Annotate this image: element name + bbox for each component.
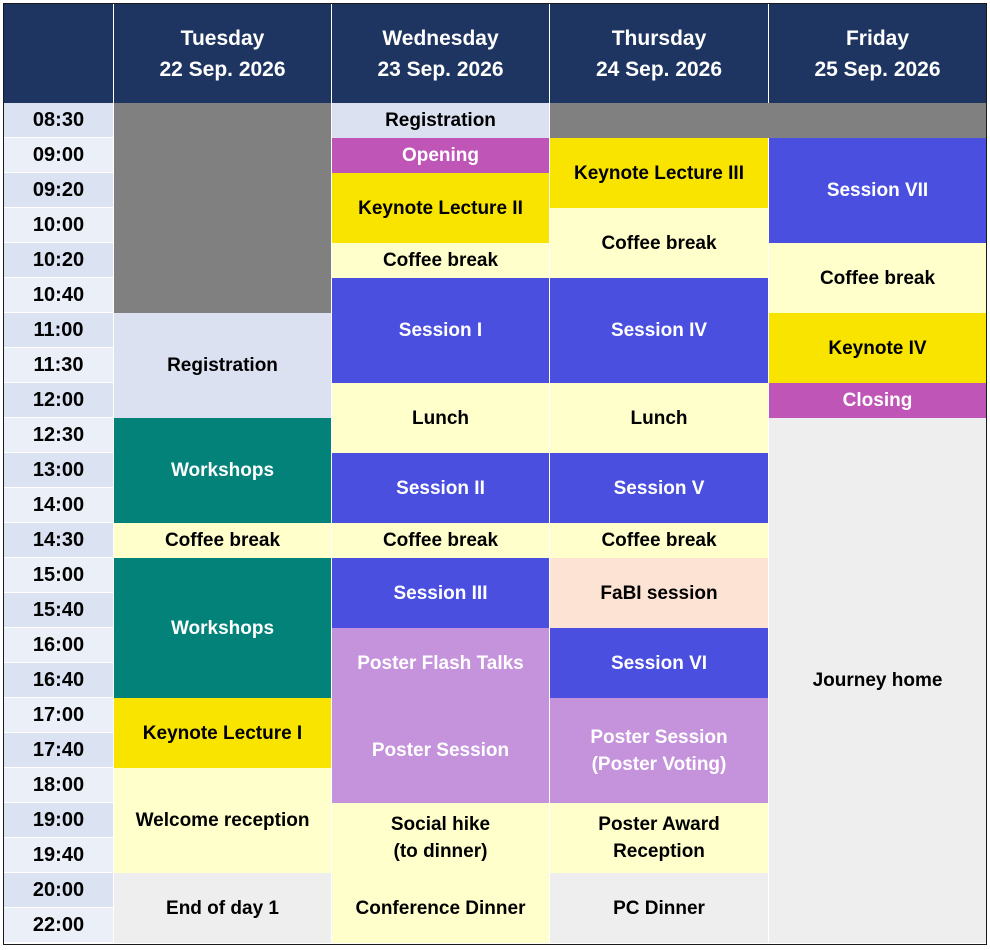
event-label: Keynote Lecture I [142,722,303,744]
event-sublabel: Reception [613,841,705,862]
time-slot: 14:00 [4,488,113,523]
event-label: Coffee break [819,267,936,289]
event-label: Keynote IV [828,337,927,359]
event-session-ii [332,453,549,523]
event-end-of-day [114,873,331,943]
event-poster-session [332,698,549,803]
event-keynote-lecture-ii [332,173,549,243]
time-slot: 12:30 [4,418,113,453]
time-slot: 09:00 [4,138,113,173]
event-label: FaBI session [600,582,718,604]
event-label: Lunch [630,407,688,429]
event-label: Poster Flash Talks [357,652,524,674]
time-slot: 16:40 [4,663,113,698]
time-slot: 19:40 [4,838,113,873]
event-closing [769,383,986,418]
event-label: Workshops [170,617,275,639]
event-keynote-lecture-iii [550,138,768,208]
blocked-slot [550,103,986,138]
event-registration [114,313,331,418]
event-conference-dinner [332,873,549,943]
day-header-tuesday [114,4,331,103]
time-slot: 12:00 [4,383,113,418]
time-slot: 18:00 [4,768,113,803]
day-header-friday [769,4,986,103]
event-label: Closing [842,390,913,411]
event-label: Lunch [412,407,469,429]
event-label: Journey home [812,670,943,691]
event-poster-award-reception [550,803,768,873]
event-coffee-break [769,243,986,313]
day-date: 24 Sep. 2026 [595,57,723,81]
time-slot: 14:30 [4,523,113,558]
event-social-hike [332,803,549,873]
event-label: Coffee break [601,232,717,254]
event-poster-session-voting [550,698,768,803]
event-pc-dinner [550,873,768,943]
event-session-vii [769,138,986,243]
time-slot: 20:00 [4,873,113,908]
event-label: Session VII [826,180,929,201]
event-session-v [550,453,768,523]
event-label: PC Dinner [613,897,705,919]
day-name: Friday [845,26,910,50]
event-coffee-break [114,523,331,558]
time-slot: 17:40 [4,733,113,768]
event-fabi-session [550,558,768,628]
time-slot: 13:00 [4,453,113,488]
event-label: Session IV [610,320,708,341]
event-label: Session V [613,477,705,499]
event-label: Registration [167,355,278,376]
event-sublabel: (Poster Voting) [591,753,727,775]
event-keynote-lecture-i [114,698,331,768]
time-slot: 08:30 [4,103,113,138]
time-slot: 15:00 [4,558,113,593]
time-slot: 15:40 [4,593,113,628]
event-lunch [550,383,768,453]
event-label: Coffee break [382,250,499,271]
event-session-i [332,278,549,383]
event-coffee-break [332,523,549,558]
day-header-thursday [550,4,768,103]
event-label: Welcome reception [135,810,310,831]
event-label: End of day 1 [166,897,279,919]
time-slot: 10:20 [4,243,113,278]
event-poster-flash-talks [332,628,549,698]
event-label: Keynote Lecture III [574,162,744,184]
time-slot: 22:00 [4,908,113,943]
event-label: Keynote Lecture II [358,197,523,219]
time-slot: 10:00 [4,208,113,243]
event-keynote-iv [769,313,986,383]
event-label: Coffee break [601,530,717,551]
event-label: Workshops [170,460,275,481]
event-session-vi [550,628,768,698]
event-sublabel: (to dinner) [393,841,488,862]
event-label: Coffee break [382,530,499,551]
time-slot: 10:40 [4,278,113,313]
event-welcome-reception [114,768,331,873]
event-label: Poster Award [598,814,720,835]
event-lunch [332,383,549,453]
schedule-grid [4,4,986,944]
event-label: Session I [398,320,483,341]
event-coffee-break [550,523,768,558]
event-opening [332,138,549,173]
event-coffee-break [550,208,768,278]
time-slot: 16:00 [4,628,113,663]
time-slot: 11:00 [4,313,113,348]
event-label: Session III [393,582,488,604]
time-slot: 17:00 [4,698,113,733]
day-name: Tuesday [180,26,265,50]
time-slot: 19:00 [4,803,113,838]
event-workshops [114,558,331,698]
day-date: 25 Sep. 2026 [814,57,941,81]
day-date: 22 Sep. 2026 [159,57,286,81]
day-date: 23 Sep. 2026 [377,57,504,81]
corner-cell [4,4,113,103]
time-slot: 09:20 [4,173,113,208]
event-label: Coffee break [164,530,281,551]
event-label: Session VI [610,652,708,674]
day-name: Thursday [611,26,707,50]
blocked-slot [114,103,331,313]
event-label: Poster Session [590,726,728,748]
event-journey-home [769,418,986,943]
time-slot: 11:30 [4,348,113,383]
event-label: Social hike [390,814,491,835]
day-name: Wednesday [382,26,499,50]
event-session-iv [550,278,768,383]
event-registration [332,103,549,138]
event-session-iii [332,558,549,628]
event-label: Poster Session [371,740,510,761]
event-label: Registration [385,110,496,131]
event-workshops [114,418,331,523]
event-label: Conference Dinner [355,897,526,919]
event-label: Opening [401,145,480,166]
day-header-wednesday [332,4,549,103]
event-label: Session II [396,477,485,499]
event-coffee-break [332,243,549,278]
